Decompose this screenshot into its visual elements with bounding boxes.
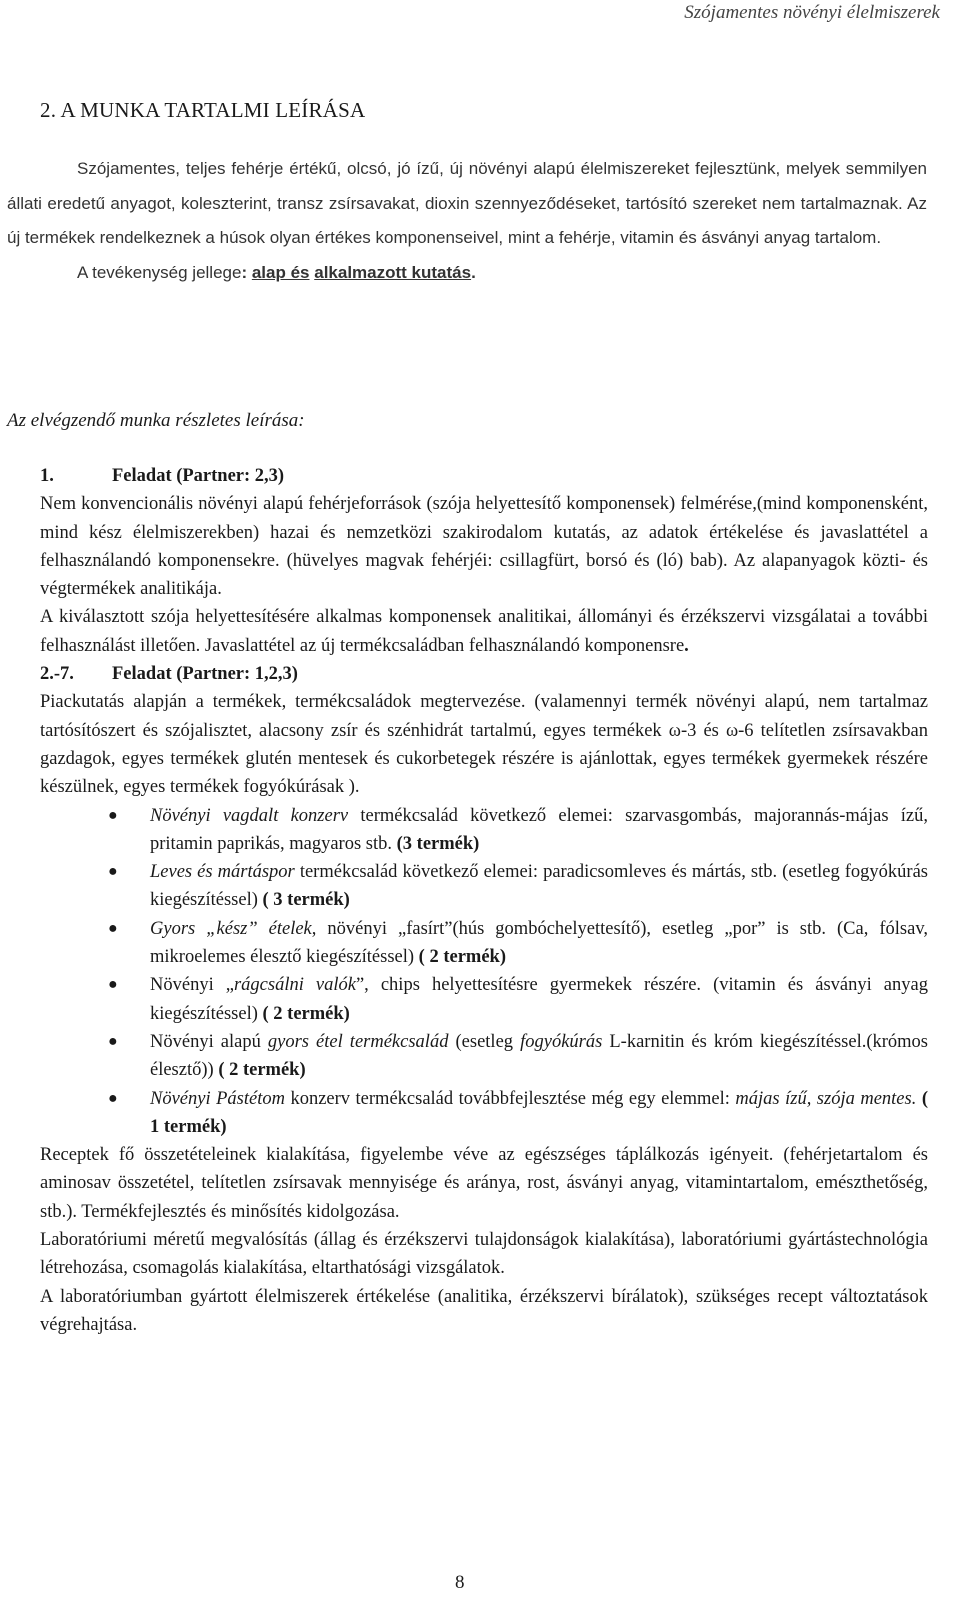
activity-end: . [471,262,476,282]
detail-subtitle: Az elvégzendő munka részletes leírása: [7,410,305,431]
product-desc: Növényi alapú [150,1031,268,1052]
list-item [40,1085,928,1142]
list-item [40,858,928,915]
main-content [40,462,928,1339]
task2-text: Piackutatás alapján a termékek, termékcsaládok megtervezése. (valamennyi termék növényi alapú, nem tartalmaz tartósítószert és szójalisztet, alacsony zsír és szénhidrát tartalmú, egyes termékek ω-3 és ω-6 telítetlen zsírsavakban gazdagok, egyes termékek glutén mentesek és cukorbetegek részére is ajánlottak, egyes termékek gyermekek részére készülnek, egyes termékek fogyókúrásak ). [40,692,928,798]
product-name: Növényi vagdalt konzerv [150,805,349,826]
product-desc: konzerv termékcsalád továbbfejlesztése még egy elemmel: [284,1088,736,1109]
product-desc-2: ”, chips helyettesítésre gyermekek részére. (vitamin és ásványi anyag kiegészítéssel) [150,975,928,1024]
bullet-icon: ● [108,863,118,881]
task1-heading [40,462,928,490]
activity-label: A tevékenység jellege [77,262,242,282]
task1-title: Feladat (Partner: 2,3) [112,466,285,486]
product-note: májas ízű, szója mentes. [735,1088,917,1109]
product-desc: termékcsalád következő elemei: paradicsomleves és mártás, stb. (esetleg fogyókúrás kiegészítéssel) [150,862,928,911]
list-item [40,802,928,859]
activity-line [7,256,927,291]
intro-paragraph: Szójamentes, teljes fehérje értékű, olcsó, jó ízű, új növényi alapú élelmiszereket fejlesztünk, melyek semmilyen állati eredetű anyagot, koleszterint, transz zsírsavakat, dioxin szennyeződéseket, tartósító szereket nem tartalmaznak. Az új termékek rendelkeznek a húsok olyan értékes komponenseivel, mint a fehérje, vitamin és ásványi anyag tartalom. [7,159,927,247]
list-item [40,915,928,972]
product-desc-2: (esetleg [448,1031,521,1052]
task2-heading [40,660,928,688]
task1-text2: A kiválasztott szója helyettesítésére alkalmas komponensek analitikai, állományi és érzékszervi vizsgálatai a további felhasználást illetően. Javaslattétel az új termékcsaládban felhasználandó komponensre [40,607,928,656]
product-desc-3: L-karnitin és króm kiegészítéssel.(krómos élesztő)) [150,1031,928,1081]
product-name: Gyors „kész” ételek [150,918,312,939]
list-item [40,1028,928,1085]
product-count: ( 2 termék) [262,1003,350,1024]
product-list [40,802,928,1142]
bullet-icon: ● [108,806,118,824]
product-count: ( 3 termék) [262,890,350,911]
page-number: 8 [455,1572,465,1593]
product-count: ( 2 termék) [218,1060,306,1081]
product-count: ( 1 termék) [150,1088,929,1137]
running-header: Szójamentes növényi élelmiszerek [684,2,940,23]
product-name: Leves és mártáspor [150,862,295,883]
bullet-icon: ● [108,1089,118,1107]
task1-text2-paragraph [40,603,928,660]
activity-colon: : [241,262,252,282]
product-name: Növényi Pástétom [150,1088,285,1109]
task2-title: Feladat (Partner: 1,2,3) [112,664,298,685]
task1-text1: Nem konvencionális növényi alapú fehérjeforrások (szója helyettesítő komponensek) felmérése,(mind komponensként, mind kész élelmiszerekben) hazai és nemzetközi szakirodalom kutatás, az adatok értékelése és javaslattétel a felhasználandó komponensekre. (hüvelyes magvak fehérjéi: csillagfürt, borsó és (ló) bab). Az alapanyagok közti- és végtermékek analitikája. [40,494,928,600]
intro-block [7,152,927,290]
bullet-icon: ● [108,919,118,937]
task1-text2-end: . [684,635,689,656]
closing-paragraph: Receptek fő összetételeinek kialakítása, figyelembe véve az egészséges táplálkozás igényeit. (fehérjetartalom és aminosav összetétel, telítetlen zsírsavak mennyisége és aránya, rost, ásványi anyag, vitamintartalom, emészthetőség, stb.). Termékfejlesztés és minősítés kidolgozása. [40,1145,928,1222]
product-desc: , növényi „fasírt”(hús gombóchelyettesítő), esetleg „por” is stb. (Ca, fólsav, mikroelemes élesztő kiegészítéssel) [150,918,928,968]
section-title: 2. A MUNKA TARTALMI LEÍRÁSA [40,98,366,122]
product-name: gyors étel termékcsalád [267,1031,449,1052]
product-count: (3 termék) [396,833,480,854]
product-count: ( 2 termék) [418,947,506,968]
list-item [40,971,928,1028]
bullet-icon: ● [108,976,118,994]
product-desc: termékcsalád következő elemei: szarvasgombás, majorannás-májas ízű, pritamin paprikás, magyaros stb. [150,805,928,854]
bullet-icon: ● [108,1032,118,1050]
task2-number: 2.-7. [40,664,74,685]
activity-type-applied: alkalmazott kutatás [314,262,472,282]
activity-type-basic: alap és [251,262,310,282]
task1-number: 1. [40,466,54,486]
closing-paragraph: A laboratóriumban gyártott élelmiszerek értékelése (analitika, érzékszervi bírálatok), szükséges recept változtatások végrehajtása. [40,1286,928,1335]
closing-paragraph: Laboratóriumi méretű megvalósítás (állag és érzékszervi tulajdonságok kialakítása), laboratóriumi gyártástechnológia létrehozása, csomagolás kialakítása, eltarthatósági vizsgálatok. [40,1230,928,1279]
product-name: rágcsálni valók [233,975,356,996]
product-note: fogyókúrás [520,1031,603,1052]
product-desc: Növényi „ [150,975,234,996]
